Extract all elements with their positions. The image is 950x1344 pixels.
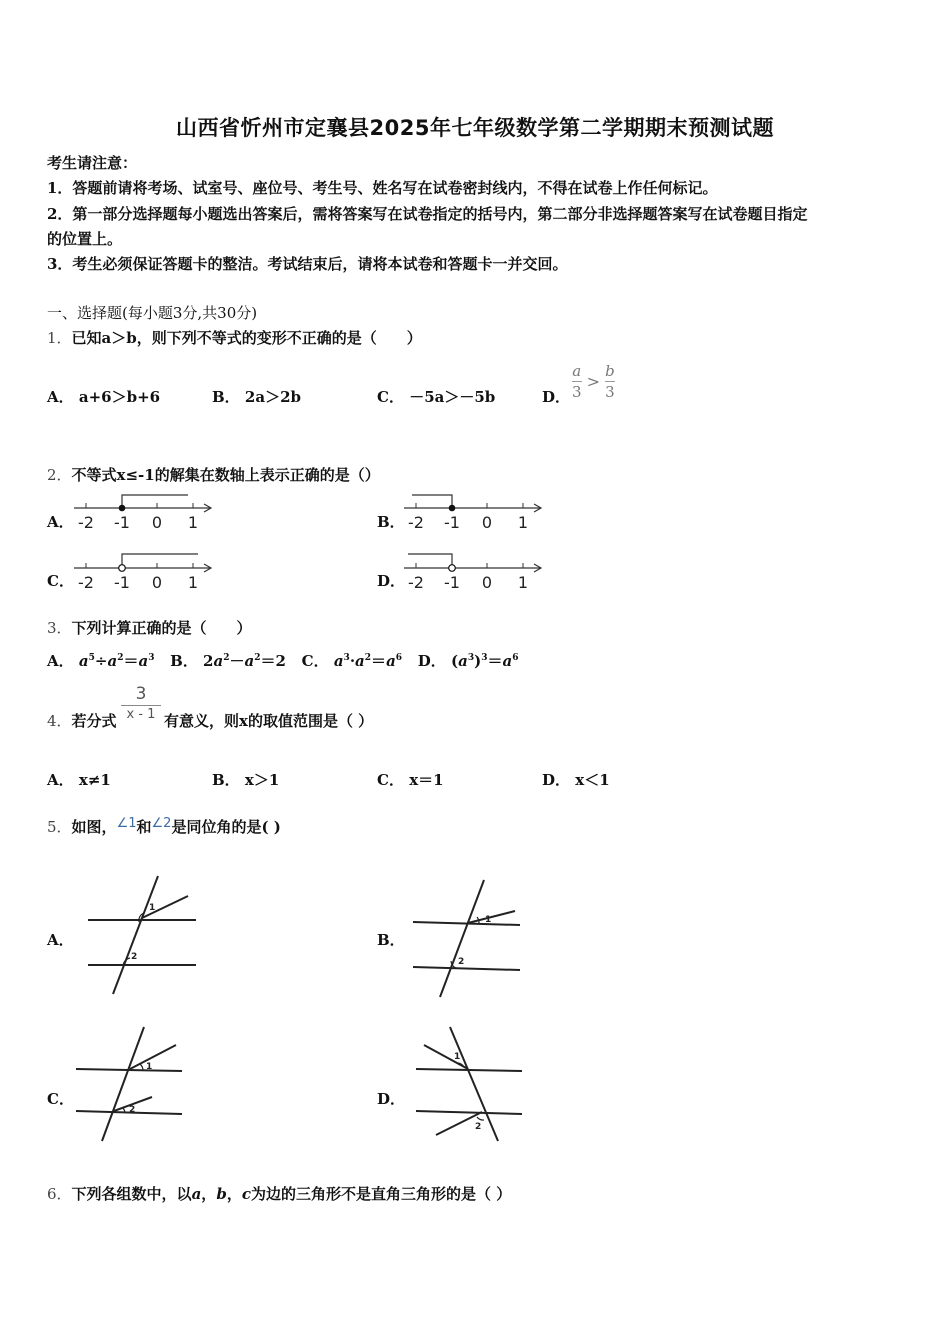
q5-option-a-figure: [80, 872, 205, 1000]
q4-option-c[interactable]: C． x＝1: [377, 771, 444, 789]
q5-option-a-label[interactable]: A．: [47, 931, 74, 949]
angle-1-mark: 1: [149, 903, 156, 913]
tick-label: 0: [481, 573, 493, 592]
q1-option-d[interactable]: D．: [542, 388, 571, 406]
question-1-stem: [47, 327, 422, 348]
tick-label: 1: [187, 513, 199, 532]
q3-option-a[interactable]: A． $a^5\div a^2=a^3$: [47, 652, 155, 670]
q1-option-b[interactable]: B． 2a＞2b: [212, 388, 302, 406]
section-heading: 一、选择题(每小题3分,共30分): [47, 304, 258, 322]
notice-heading: 考生请注意：: [47, 154, 138, 172]
q3-option-d[interactable]: D． $(a^3)^3=a^6$: [417, 652, 519, 670]
q2-option-d-number-line: [398, 548, 548, 594]
notice-item: 3．考生必须保证答题卡的整洁。考试结束后，请将本试卷和答题卡一并交回。: [47, 255, 568, 273]
q3-option-b[interactable]: B． $2a^2-a^2=2$: [170, 652, 286, 670]
q2-option-c-number-line: [68, 548, 218, 594]
q2-option-c-label[interactable]: C．: [47, 572, 74, 590]
notice-item: 1．答题前请将考场、试室号、座位号、考生号、姓名写在试卷密封线内，不得在试卷上作任何标记。: [47, 179, 718, 197]
angle-1-symbol: ∠1: [116, 816, 137, 831]
tick-label: -2: [408, 573, 424, 592]
q3-option-c[interactable]: C． $a^3\cdot a^2=a^6$: [301, 652, 403, 670]
angle-2-mark: 2: [475, 1122, 482, 1132]
question-2-stem: 2．不等式x≤-1的解集在数轴上表示正确的是（）: [47, 466, 380, 484]
angle-2-mark: 2: [458, 957, 465, 967]
notice-item: 的位置上。: [47, 230, 123, 248]
q4-option-b[interactable]: B． x＞1: [212, 771, 280, 789]
tick-label: -2: [78, 573, 94, 592]
tick-label: -1: [114, 513, 130, 532]
q4-option-a[interactable]: A． x≠1: [47, 771, 111, 789]
q3-options: [47, 650, 518, 671]
q5-option-d-label[interactable]: D．: [377, 1090, 406, 1108]
q2-option-d-label[interactable]: D．: [377, 572, 406, 590]
q5-option-c-figure: [70, 1023, 195, 1148]
tick-label: 0: [151, 513, 163, 532]
angle-1-mark: 1: [146, 1062, 153, 1072]
angle-2-symbol: ∠2: [151, 816, 172, 831]
tick-label: 1: [187, 573, 199, 592]
question-4-stem: 4．若分式: [47, 712, 117, 730]
question-number: 1．: [47, 329, 72, 347]
tick-label: 1: [517, 513, 529, 532]
q5-option-d-figure: [410, 1023, 535, 1148]
question-text: 已知a＞b，则下列不等式的变形不正确的是（ ）: [71, 329, 422, 347]
tick-label: -2: [78, 513, 94, 532]
q2-option-b-number-line: [398, 488, 548, 534]
q1-option-d-expression: $\frac{a}{3}$ > $\frac{b}{3}$: [572, 362, 615, 401]
q2-option-a-label[interactable]: A．: [47, 513, 74, 531]
q5-option-b-figure: [405, 875, 530, 1003]
tick-label: 0: [151, 573, 163, 592]
question-5-stem: 5．如图，∠1和∠2是同位角的是( ): [47, 816, 281, 836]
angle-1-mark: 1: [454, 1052, 461, 1062]
q2-option-a-number-line: [68, 488, 218, 534]
angle-2-mark: 2: [131, 952, 138, 962]
question-3-stem: 3．下列计算正确的是（ ）: [47, 619, 252, 637]
tick-label: 1: [517, 573, 529, 592]
tick-label: -2: [408, 513, 424, 532]
tick-label: -1: [444, 513, 460, 532]
page-title: 山西省忻州市定襄县2025年七年级数学第二学期期末预测试题: [176, 116, 774, 140]
tick-label: -1: [114, 573, 130, 592]
q5-option-c-label[interactable]: C．: [47, 1090, 74, 1108]
q2-option-b-label[interactable]: B．: [377, 513, 405, 531]
q1-option-a[interactable]: A． a+6＞b+6: [47, 388, 161, 406]
notice-item: 2．第一部分选择题每小题选出答案后，需将答案写在试卷指定的括号内，第二部分非选择题答案写在试卷题目指定: [47, 205, 808, 223]
q4-option-d[interactable]: D． x＜1: [542, 771, 610, 789]
angle-2-mark: 2: [129, 1105, 136, 1115]
q5-option-b-label[interactable]: B．: [377, 931, 405, 949]
question-6-stem: 6．下列各组数中，以a，b，c为边的三角形不是直角三角形的是（ ）: [47, 1185, 512, 1203]
q4-fraction: 3 x - 1: [121, 684, 161, 723]
tick-label: -1: [444, 573, 460, 592]
q1-option-c[interactable]: C． －5a＞－5b: [377, 388, 496, 406]
tick-label: 0: [481, 513, 493, 532]
angle-1-mark: 1: [485, 915, 492, 925]
question-4-stem-tail: 有意义，则x的取值范围是（ ）: [164, 712, 374, 730]
